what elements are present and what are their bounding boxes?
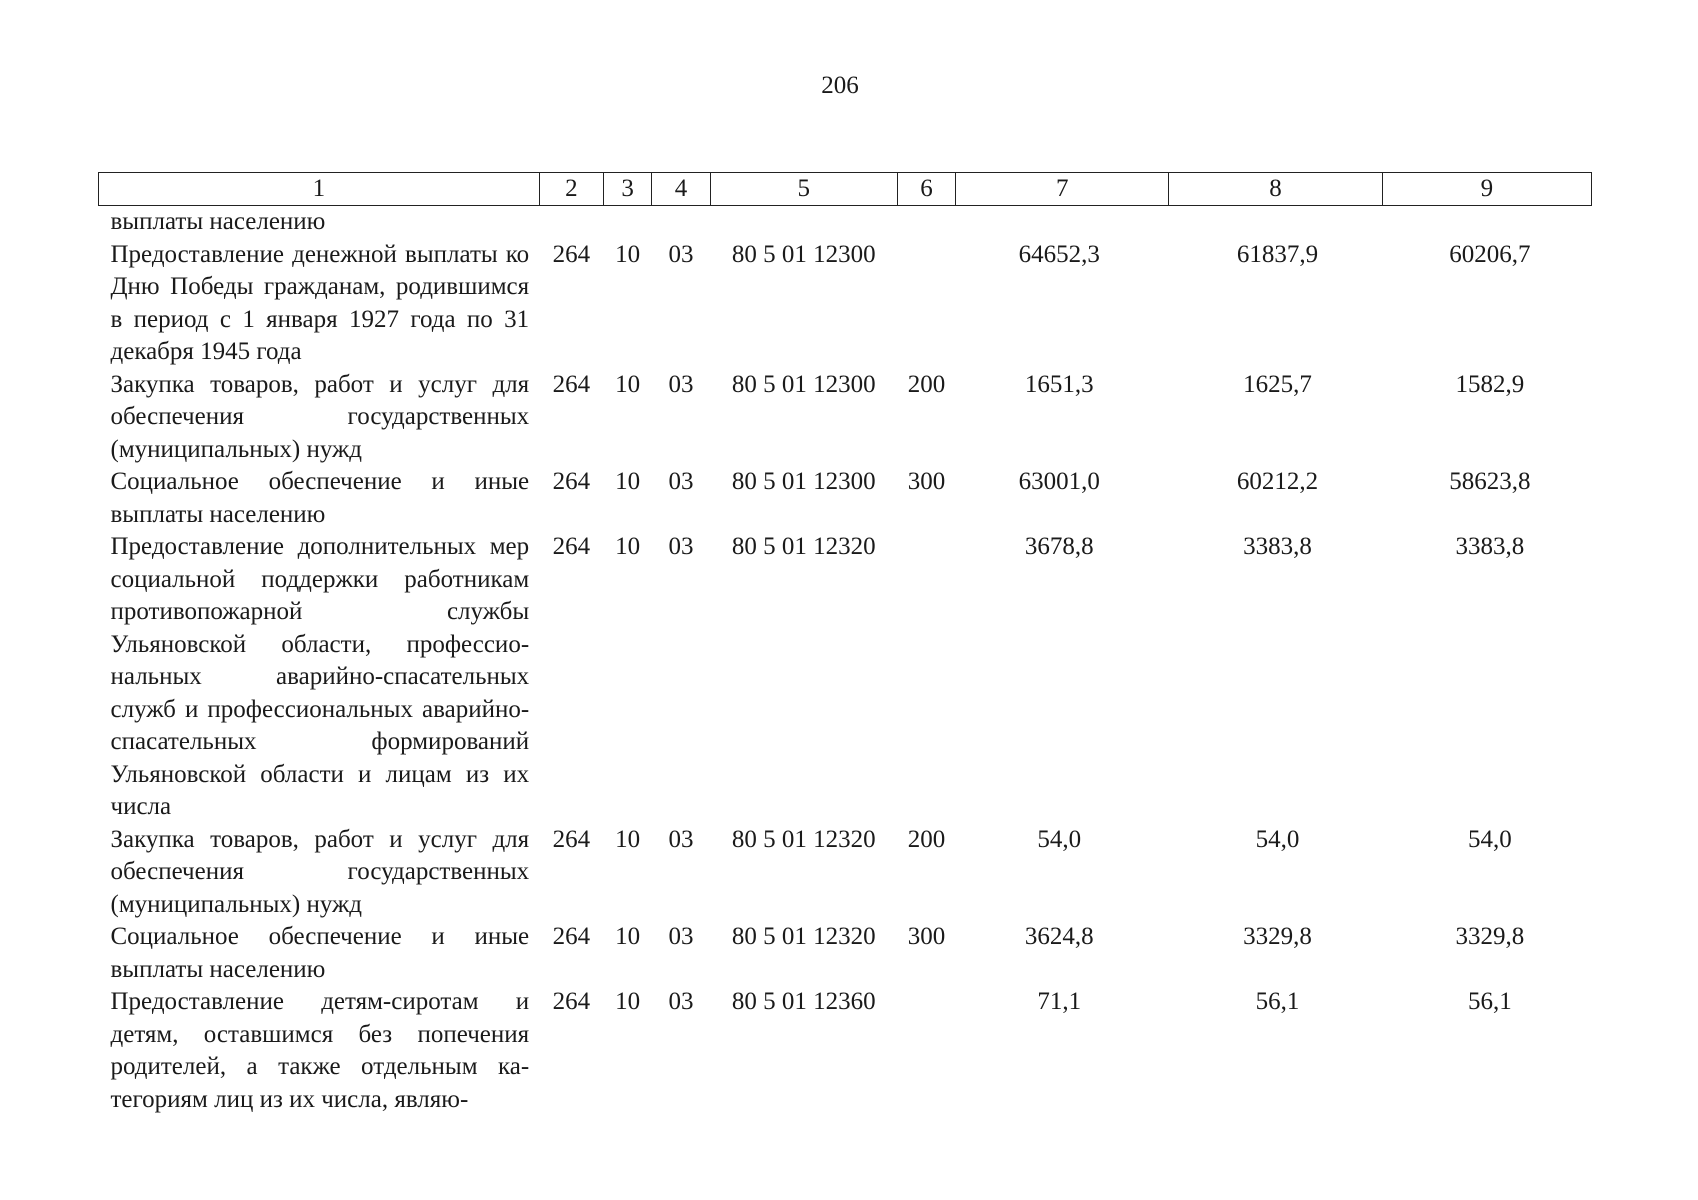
row-cell: 80 5 01 12300 [731,468,876,495]
row-cell [604,206,652,239]
row-cell: 264 [552,533,591,560]
row-cell: 80 5 01 12320 [731,533,876,560]
row-cell: 264 [552,923,591,950]
row-name: Социальное обеспечение и иные выплаты населению [110,923,530,983]
row-cell: 58623,8 [1449,468,1531,495]
row-cell: 264 [552,468,591,495]
row-cell: 03 [668,533,694,560]
row-cell: 3329,8 [1455,923,1525,950]
row-cell: 264 [552,988,591,1015]
row-cell: 3329,8 [1243,923,1312,950]
row-cell: 54,0 [1255,825,1300,853]
row-cell: 71,1 [1037,988,1082,1015]
row-cell [710,206,897,239]
row-cell: 61837,9 [1236,240,1319,268]
table-row [99,466,1592,531]
row-name: Предоставление дополнительных мер социальной поддержки работникам противопожарной службы Ульяновской области, профессиональных аварийно-спасательных служб и профессиональных аварийно-спасательных формирований Ульяновской области и лицам из их числа [110,533,530,820]
row-name: Социальное обеспечение и иные выплаты населению [110,468,530,528]
row-cell: 10 [615,468,641,495]
header-col-7: 7 [956,173,1169,206]
row-cell: 60206,7 [1449,240,1531,268]
row-cell: 54,0 [1037,825,1082,853]
row-cell: 80 5 01 12320 [731,923,876,950]
row-cell: 03 [668,825,694,853]
row-name: Предоставление детям-сиротам и детям, оставшимся без попечения родителей, а также отдельным категориям лиц из их числа, являю- [110,988,530,1113]
header-col-9: 9 [1382,173,1591,206]
row-cell: 3678,8 [1024,533,1094,560]
header-col-1: 1 [99,173,540,206]
row-cell: 1625,7 [1243,370,1312,398]
row-cell: 300 [907,923,946,950]
table-row [99,206,1592,239]
header-col-3: 3 [604,173,652,206]
row-cell: 03 [668,923,694,950]
header-col-2: 2 [539,173,603,206]
table-row [99,531,1592,824]
table-row [99,239,1592,369]
table-row [99,921,1592,986]
row-cell: 1582,9 [1455,370,1525,398]
row-cell [652,206,710,239]
row-cell: 264 [552,825,591,853]
row-name: Закупка товаров, работ и услуг для обеспечения государственных (муниципальных) нужд [110,825,530,918]
row-cell: 10 [615,533,641,560]
row-cell [897,986,955,1116]
row-cell: 63001,0 [1018,468,1100,495]
row-cell: 300 [907,468,946,495]
row-cell: 10 [615,240,641,268]
row-cell: 3624,8 [1024,923,1094,950]
row-cell [956,206,1169,239]
row-cell [897,531,955,824]
row-cell: 64652,3 [1018,240,1100,268]
table-row [99,824,1592,922]
row-cell: 03 [668,988,694,1015]
row-cell [897,206,955,239]
budget-table [98,172,1592,1116]
table-row [99,986,1592,1116]
row-name: Закупка товаров, работ и услуг для обеспечения государственных (муниципальных) нужд [110,370,530,463]
table-row [99,369,1592,467]
row-cell: 10 [615,988,641,1015]
row-cell [897,239,955,369]
row-cell: 80 5 01 12300 [731,240,876,268]
row-name: выплаты населению [110,208,326,235]
header-row [99,173,1592,206]
row-cell: 03 [668,468,694,495]
row-cell: 3383,8 [1455,533,1525,560]
row-cell: 03 [668,370,694,398]
row-cell [1169,206,1382,239]
row-cell: 264 [552,370,591,398]
row-cell: 10 [615,825,641,853]
header-col-5: 5 [710,173,897,206]
row-cell: 56,1 [1255,988,1300,1015]
row-cell: 80 5 01 12300 [731,370,876,398]
row-cell: 200 [907,370,946,398]
row-cell: 264 [552,240,591,268]
row-cell: 3383,8 [1243,533,1312,560]
page-number: 206 [821,72,859,99]
header-col-8: 8 [1169,173,1382,206]
row-cell: 80 5 01 12320 [731,825,876,853]
row-name: Предоставление денежной выплаты ко Дню Победы гражданам, родившимся в период с 1 января 1927 года по 31 декабря 1945 года [110,240,530,365]
row-cell: 1651,3 [1024,370,1094,398]
row-cell [539,206,603,239]
row-cell: 10 [615,370,641,398]
row-cell: 54,0 [1467,825,1512,853]
row-cell: 80 5 01 12360 [731,988,876,1015]
row-cell: 60212,2 [1236,468,1319,495]
row-cell [1382,206,1591,239]
header-col-4: 4 [652,173,710,206]
row-cell: 10 [615,923,641,950]
row-cell: 200 [907,825,946,853]
header-col-6: 6 [897,173,955,206]
row-cell: 56,1 [1467,988,1512,1015]
row-cell: 03 [668,240,694,268]
